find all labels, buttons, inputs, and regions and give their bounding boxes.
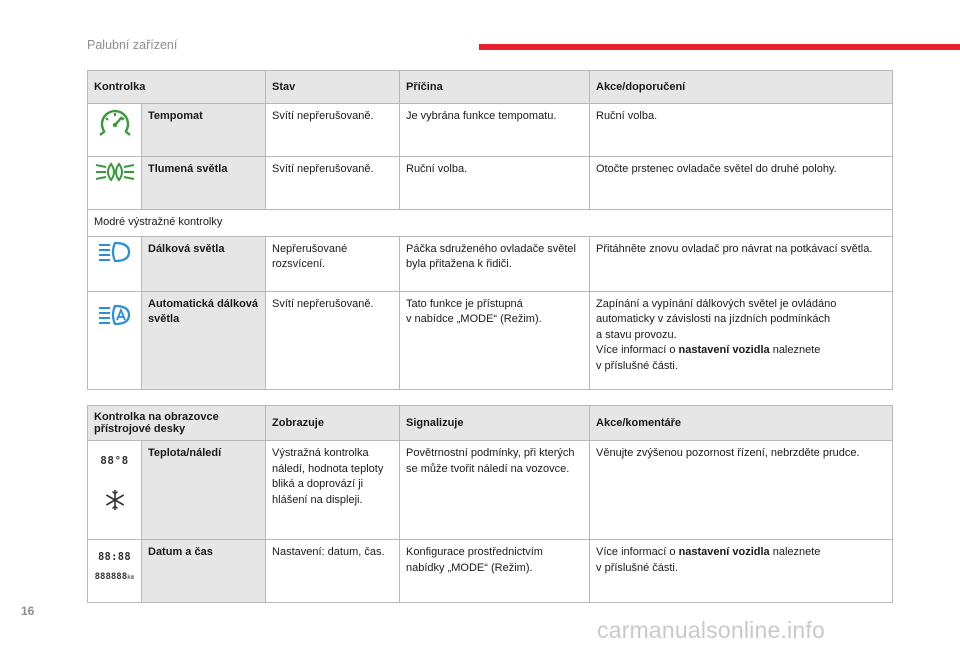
action-cell: Ruční volba. — [590, 104, 893, 157]
column-header: Akce/doporučení — [590, 71, 893, 104]
action-cell — [590, 540, 893, 603]
state-cell: Svítí nepřerušovaně. — [266, 104, 400, 157]
state-cell: Svítí nepřerušovaně. — [266, 157, 400, 210]
icon-cell — [88, 291, 142, 389]
high-beam-icon — [95, 237, 135, 267]
cause-cell: Ruční volba. — [400, 157, 590, 210]
section-row — [88, 210, 893, 237]
action-line: v příslušné části. — [596, 561, 678, 574]
icon-cell — [88, 540, 142, 603]
display-indicators-table — [87, 405, 893, 603]
table-header-row — [88, 406, 893, 441]
table-row — [88, 291, 893, 389]
cruise-control-icon — [95, 104, 135, 144]
temperature-display-icon: 88°8 — [100, 454, 129, 467]
column-header: Akce/komentáře — [590, 406, 893, 441]
action-line: v příslušné části. — [596, 359, 678, 372]
column-header: Signalizuje — [400, 406, 590, 441]
table-row — [88, 104, 893, 157]
action-text: Více informací o — [596, 546, 679, 558]
action-cell: Věnujte zvýšenou pozornost řízení, nebrzděte prudce. — [590, 441, 893, 540]
icon-cell — [88, 441, 142, 540]
odometer-display-icon — [88, 570, 141, 586]
cause-cell — [400, 291, 590, 389]
odometer-digits: 888888 — [94, 571, 128, 582]
low-beam-icon — [93, 157, 137, 187]
column-header: Kontrolka na obrazovce přístrojové desky — [88, 406, 266, 441]
signals-cell: Povětrnostní podmínky, při kterých se může tvořit náledí na vozovce. — [400, 441, 590, 540]
cause-line: Tato funkce je přístupná — [406, 297, 523, 310]
header-accent-bar — [479, 44, 960, 50]
cause-line: v nabídce „MODE“ (Režim). — [406, 313, 542, 325]
page-header-title: Palubní zařízení — [87, 38, 178, 52]
icon-cell — [88, 104, 142, 157]
indicator-name: Datum a čas — [142, 540, 266, 603]
table-header-row — [88, 71, 893, 104]
column-header: Kontrolka — [88, 71, 266, 104]
action-cell: Otočte prstenec ovladače světel do druhé polohy. — [590, 157, 893, 210]
warning-light-name: Tlumená světla — [142, 157, 266, 210]
action-text: naleznete — [769, 344, 821, 356]
state-cell: Svítí nepřerušovaně. — [266, 291, 400, 389]
column-header: Stav — [266, 71, 400, 104]
column-header: Zobrazuje — [266, 406, 400, 441]
table-row — [88, 441, 893, 540]
action-line — [596, 343, 886, 359]
warning-lights-table — [87, 70, 893, 390]
action-cell — [590, 291, 893, 389]
warning-light-name: Tempomat — [142, 104, 266, 157]
auto-high-beam-icon — [95, 300, 135, 330]
action-cell: Přitáhněte znovu ovladač pro návrat na potkávací světla. — [590, 236, 893, 291]
action-text: Více informací o — [596, 344, 679, 356]
action-line — [596, 545, 886, 561]
column-header: Příčina — [400, 71, 590, 104]
warning-light-name: Dálková světla — [142, 236, 266, 291]
settings-reference: nastavení vozidla — [678, 546, 770, 558]
action-line: automaticky v závislosti na jízdních podmínkách — [596, 313, 831, 325]
section-heading: Modré výstražné kontrolky — [88, 210, 893, 237]
warning-light-name: Automatická dálková světla — [142, 291, 266, 389]
signals-cell: Konfigurace prostřednictvím nabídky „MODE“ (Režim). — [400, 540, 590, 603]
icon-cell — [88, 157, 142, 210]
action-text: naleznete — [769, 546, 821, 558]
action-line: Zapínání a vypínání dálkových světel je ovládáno — [596, 297, 837, 310]
table-row — [88, 236, 893, 291]
shows-cell: Nastavení: datum, čas. — [266, 540, 400, 603]
page-number: 16 — [21, 604, 35, 618]
watermark: carmanualsonline.info — [597, 617, 825, 643]
shows-cell: Výstražná kontrolka náledí, hodnota teploty bliká a doprovází ji hlášení na displeji. — [266, 441, 400, 540]
cause-cell: Je vybrána funkce tempomatu. — [400, 104, 590, 157]
clock-display-icon: 88:88 — [97, 551, 132, 563]
indicator-name: Teplota/náledí — [142, 441, 266, 540]
settings-reference: nastavení vozidla — [678, 344, 770, 356]
odometer-unit: km — [127, 573, 135, 581]
table-row — [88, 540, 893, 603]
cause-cell: Páčka sdruženého ovladače světel byla přitažena k řidiči. — [400, 236, 590, 291]
table-row — [88, 157, 893, 210]
snowflake-icon — [102, 487, 128, 513]
icon-cell — [88, 236, 142, 291]
state-cell: Nepřerušované rozsvícení. — [266, 236, 400, 291]
action-line: a stavu provozu. — [596, 328, 677, 341]
